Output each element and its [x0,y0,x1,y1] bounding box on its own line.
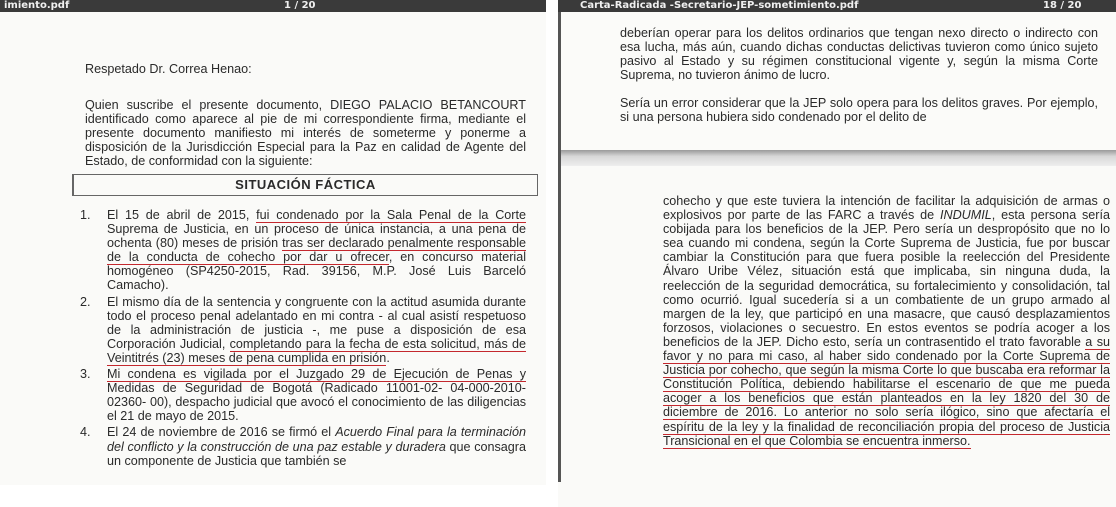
top-text-block [620,26,1098,125]
italic-text: Acuerdo Final para la terminación del conflicto y la construcción de una paz estable y duradera [107,425,526,454]
item-text: . [386,350,390,365]
item-number: 1. [80,208,91,222]
pane-gutter [546,0,558,507]
paragraph-text: cohecho y que este tuviera la intención de facilitar la adquisición de armas o explosivos por parte de las FARC a través de [663,194,1110,223]
item-number: 4. [80,425,91,440]
list-item [80,367,526,423]
item-text: Suprema de Justicia, en un proceso de única instancia, a una pena de ochenta (80) meses de prisión [107,222,526,251]
item-text: El 24 de noviembre de 2016 se firmó el [107,425,336,440]
page-bottom-edge [0,485,546,507]
body-paragraph [663,194,1110,448]
file-name: imiento.pdf [4,0,70,11]
list-item [80,208,526,293]
underlined-text: tras ser declarado penalmente responsable de la conducta de cohecho por dar u ofrecer [107,236,527,265]
section-title: SITUACIÓN FÁCTICA [235,177,376,192]
item-text: El 15 de abril de 2015, [107,208,257,222]
list-item [80,425,526,467]
pdf-toolbar-left [0,0,546,12]
facts-list [80,208,526,470]
page-edge [558,12,561,482]
list-item [80,295,526,365]
pdf-toolbar-right [558,0,1116,12]
item-number: 2. [80,294,91,309]
paragraph: Sería un error considerar que la JEP solo opera para los delitos graves. Por ejemplo, si una persona hubiera sido condenado por el delito de [620,96,1098,125]
underlined-text: a su favor y no para mi caso, al haber sido condenado por la Corte Suprema de Justicia por cohecho, que según la misma Corte lo que buscaba era reformar la Constitución Política, debiendo habilitarse el escenario de que me pueda acoger a los beneficios que están planteados en la ley 1820 del 30 de diciembre de 2016. Lo anterior no solo sería ilógico, sino que afectaría el espíritu de la ley y la finalidad de reconciliación propia del proceso de Justicia Transicional en el que Colombia se encuentra inmerso. [663,334,1110,448]
salutation: Respetado Dr. Correa Henao: [85,62,252,76]
item-number: 3. [80,367,91,382]
underlined-text: fui condenado por la Sala Penal de la Corte [256,208,526,222]
paragraph: deberían operar para los delitos ordinarios que tengan nexo directo o indirecto con esa lucha, más aún, cuando dichas conductas delictivas tuvieron como único sujeto pasivo al Estado y su régimen constitucional vigente y, según la misma Corte Suprema, no tuvieron ánimo de lucro. [620,26,1098,83]
previous-page-fragment [558,12,1116,150]
paragraph-text: , esta persona sería cobijada para los beneficios de la JEP. Pero sería un despropósito que no lo sea cuando mi condena, según la Corte Suprema de Justicia, fue por buscar cambiar la Constitución para que fuera posible la reelección del Presidente Álvaro Uribe Vélez, situación está que implicaba, sin ninguna duda, la reelección de la seguridad democrática, su fortalecimiento y consolidación, tal como ocurrió. Igual sucedería si a un combatiente de un grupo armado al margen de la ley, que participó en una masacre, que causó desplazamientos forzosos, violaciones o secuestro. En estos eventos se podría acoger a los beneficios de la JEP. Dicho esto, sería un contrasentido el trato favorable [663,208,1110,349]
page-indicator[interactable]: 18 / 20 [1043,0,1082,11]
item-text: que consagra un componente de Justicia que también se [107,439,526,468]
page-break-shadow [558,150,1116,166]
item-text: El mismo día de la sentencia y congruente con la actitud asumida durante todo el proceso penal adelantado en mi contra - al cual asistí respetuoso de la administración de justicia -, me puse a disposición de esa Corporación Judicial, [107,294,526,351]
underlined-text: Mi condena es vigilada por el Juzgado 29 de Ejecución de Penas y [107,367,526,382]
pdf-viewer-left[interactable] [0,0,546,507]
pdf-viewer-right[interactable] [558,0,1116,507]
intro-paragraph: Quien suscribe el presente documento, DIEGO PALACIO BETANCOURT identificado como aparece al pie de mi correspondiente firma, mediante el presente documento manifiesto mi interés de someterme y ponerme a disposición de la Jurisdicción Especial para la Paz en calidad de Agente del Estado, de conformidad con la siguiente: [85,98,526,169]
file-name: Carta-Radicada -Secretario-JEP-sometimiento.pdf [580,0,859,11]
item-text: Medidas de Seguridad de Bogotá (Radicado 11001-02- 04-000-2010-02360- 00), despacho judicial que avocó el conocimiento de las diligencias el 21 de mayo de 2015. [107,381,526,424]
underlined-text: completando para la fecha de esta solicitud, más de Veintitrés (23) meses de pena cumplida en prisión [107,336,526,365]
page-indicator[interactable]: 1 / 20 [284,0,316,11]
section-heading-box [72,174,538,196]
item-text: , en concurso material homogéneo (SP4250-2015, Rad. 39156, M.P. José Luis Barceló Camacho). [107,250,526,293]
italic-text: INDUMIL [939,208,992,223]
